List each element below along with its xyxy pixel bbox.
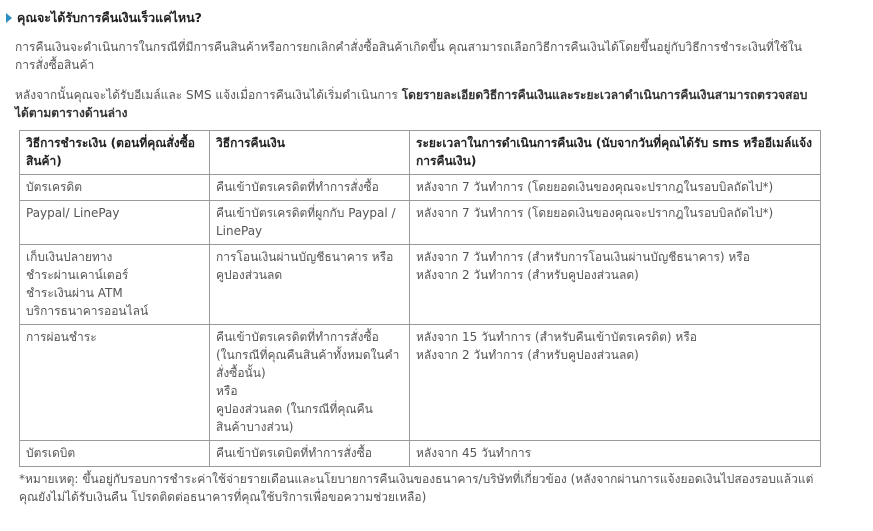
cell-line: การผ่อนชำระ [26, 330, 97, 344]
header-payment-method: วิธีการชำระเงิน (ตอนที่คุณสั่งซื้อสินค้า) [20, 131, 210, 175]
cell-refund-method [210, 245, 410, 325]
cell-line: คืนเข้าบัตรเครดิตที่ทำการสั่งซื้อ [216, 180, 379, 194]
header-refund-duration: ระยะเวลาในการดำเนินการคืนเงิน (นับจากวันที่คุณได้รับ sms หรืออีเมล์แจ้งการคืนเงิน) [410, 131, 821, 175]
refund-table [19, 130, 821, 467]
cell-line: คูปองส่วนลด (ในกรณีที่คุณคืนสินค้าบางส่วน) [216, 402, 373, 434]
section-title: คุณจะได้รับการคืนเงินเร็วแค่ไหน? [17, 10, 202, 25]
cell-refund-duration [410, 175, 821, 201]
cell-line: หลังจาก 7 วันทำการ (โดยยอดเงินของคุณจะปรากฎในรอบบิลถัดไป*) [416, 180, 774, 194]
cell-line: ชำระผ่านเคาน์เตอร์ [26, 268, 129, 282]
notice-paragraph [15, 86, 813, 122]
cell-line: คืนเข้าบัตรเครดิตที่ทำการสั่งซื้อ [216, 330, 379, 344]
notice-text: หลังจากนั้นคุณจะได้รับอีเมล์และ SMS แจ้งเมื่อการคืนเงินได้เริ่มดำเนินการ [15, 88, 402, 102]
cell-payment [20, 175, 210, 201]
cell-refund-duration [410, 441, 821, 467]
cell-refund-method [210, 325, 410, 441]
table-row [20, 245, 821, 325]
cell-payment [20, 441, 210, 467]
table-row [20, 175, 821, 201]
footnote: *หมายเหตุ: ขึ้นอยู่กับรอบการชำระค่าใช้จ่ายรายเดือนและนโยบายการคืนเงินของธนาคาร/บริษัทที่เกี่ยวข้อง (หลังจากผ่านการแจ้งยอดเงินไปสองรอบแล้วแต่คุณยังไม่ได้รับเงินคืน โปรดติดต่อธนาคารที่คุณใช้บริการเพื่อขอความช่วยเหลือ) [19, 472, 814, 504]
cell-refund-duration [410, 201, 821, 245]
cell-line: บริการธนาคารออนไลน์ [26, 304, 149, 318]
cell-line: หลังจาก 15 วันทำการ (สำหรับคืนเข้าบัตรเครดิต) หรือ [416, 330, 697, 344]
triangle-bullet-icon [6, 13, 12, 23]
cell-line: ชำระเงินผ่าน ATM [26, 286, 123, 300]
cell-line: หลังจาก 7 วันทำการ (สำหรับการโอนเงินผ่านบัญชีธนาคาร) หรือ [416, 250, 750, 264]
cell-line: (ในกรณีที่คุณคืนสินค้าทั้งหมดในคำสั่งซื้อนั้น) [216, 348, 400, 380]
table-row [20, 325, 821, 441]
intro-paragraph: การคืนเงินจะดำเนินการในกรณีที่มีการคืนสินค้าหรือการยกเลิกคำสั่งซื้อสินค้าเกิดขึ้น คุณสามารถเลือกวิธีการคืนเงินได้โดยขึ้นอยู่กับวิธีการชำระเงินที่ใช้ในการสั่งซื้อสินค้า [15, 40, 802, 72]
cell-line: หลังจาก 7 วันทำการ (โดยยอดเงินของคุณจะปรากฎในรอบบิลถัดไป*) [416, 206, 774, 220]
cell-line: คืนเข้าบัตรเครดิตที่ผูกกับ Paypal / LinePay [216, 206, 396, 238]
cell-line: เก็บเงินปลายทาง [26, 250, 113, 264]
cell-line: Paypal/ LinePay [26, 206, 120, 220]
cell-payment [20, 325, 210, 441]
section-heading [6, 8, 873, 28]
cell-line: บัตรเครดิต [26, 180, 83, 194]
header-refund-method: วิธีการคืนเงิน [210, 131, 410, 175]
cell-line: หลังจาก 45 วันทำการ [416, 446, 532, 460]
cell-payment [20, 245, 210, 325]
cell-refund-method [210, 175, 410, 201]
cell-line: การโอนเงินผ่านบัญชีธนาคาร หรือคูปองส่วนลด [216, 250, 394, 282]
cell-line: หรือ [216, 384, 238, 398]
cell-refund-duration [410, 325, 821, 441]
cell-line: คืนเข้าบัตรเดบิตที่ทำการสั่งซื้อ [216, 446, 372, 460]
cell-line: หลังจาก 2 วันทำการ (สำหรับคูปองส่วนลด) [416, 268, 639, 282]
table-header-row [20, 131, 821, 175]
cell-refund-duration [410, 245, 821, 325]
cell-refund-method [210, 201, 410, 245]
cell-line: บัตรเดบิต [26, 446, 76, 460]
table-row [20, 441, 821, 467]
cell-payment [20, 201, 210, 245]
table-row [20, 201, 821, 245]
cell-refund-method [210, 441, 410, 467]
notice-bold-text: โดยรายละเอียดวิธีการคืนเงินและระยะเวลาดำเนินการคืนเงินสามารถตรวจสอบได้ตามตารางด้านล่าง [15, 88, 808, 120]
cell-line: หลังจาก 2 วันทำการ (สำหรับคูปองส่วนลด) [416, 348, 639, 362]
